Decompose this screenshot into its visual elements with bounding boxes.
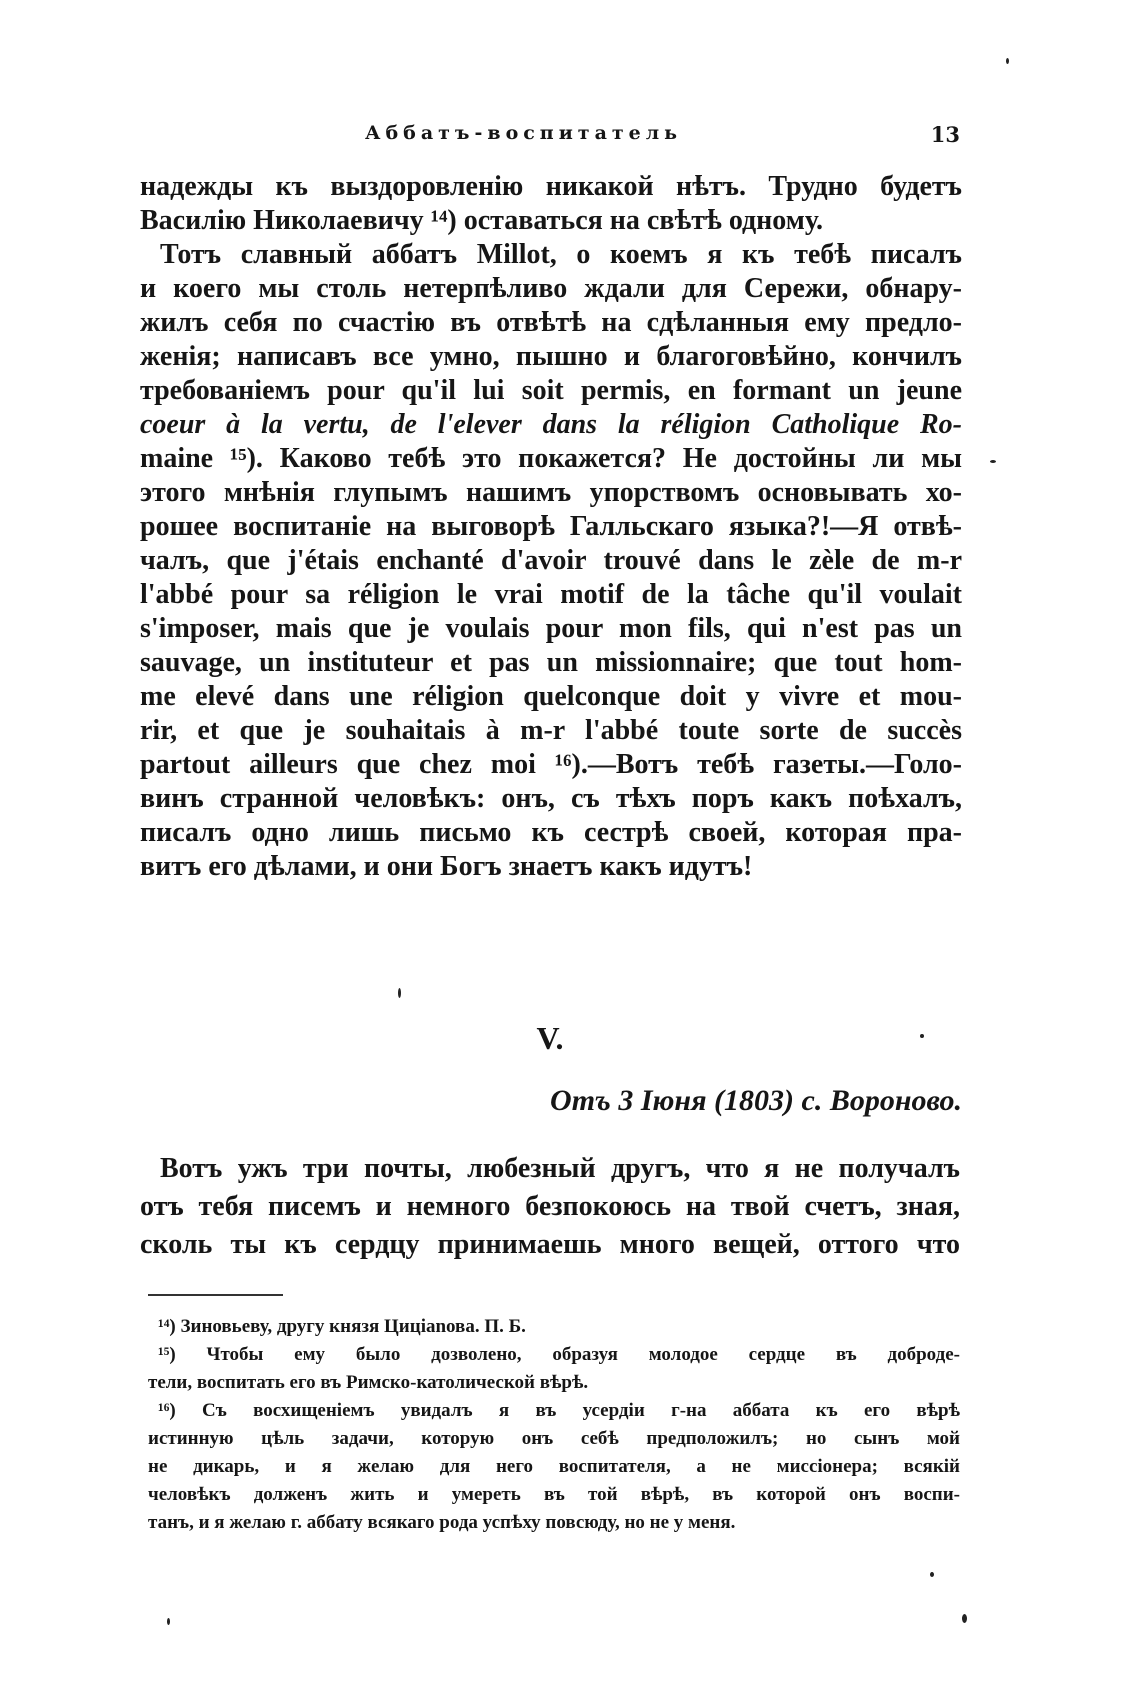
scan-speck [990, 460, 996, 463]
text-line: отъ тебя писемъ и немного безпокоюсь на твой счетъ, зная, [140, 1191, 960, 1222]
text-line: винъ странной человѣкъ: онъ, съ тѣхъ поръ какъ поѣхалъ, [140, 783, 962, 814]
text-line: s'imposer, mais que je voulais pour mon fils, qui n'est pas un [140, 613, 962, 644]
text-line: рошее воспитаніе на выговорѣ Галльскаго языка?!—Я отвѣ- [140, 511, 962, 542]
footnote-line: ¹⁵) Чтобы ему было дозволено, образуя молодое сердце въ доброде- [158, 1344, 960, 1365]
text-line: чалъ, que j'étais enchanté d'avoir trouvé dans le zèle de m-r [140, 545, 962, 576]
footnote-line: тели, воспитать его въ Римско-католической вѣрѣ. [148, 1372, 589, 1393]
text-line: сколь ты къ сердцу принимаешь много вещей, оттого что [140, 1229, 960, 1260]
text-line: maine ¹⁵). Каково тебѣ это покажется? Не достойны ли мы [140, 443, 962, 474]
scan-speck [1006, 58, 1009, 64]
text-line: sauvage, un instituteur et pas un missionnaire; que tout hom- [140, 647, 962, 678]
scan-speck [930, 1572, 934, 1577]
text-line: надежды къ выздоровленію никакой нѣтъ. Трудно будетъ [140, 171, 962, 202]
running-header [140, 122, 960, 152]
text-line: жилъ себя по счастію въ отвѣтѣ на сдѣланныя ему предло- [140, 307, 962, 338]
text-line: me elevé dans une réligion quelconque doit y vivre et mou- [140, 681, 962, 712]
footnote-line: истинную цѣль задачи, которую онъ себѣ предположилъ; но сынъ мой [148, 1428, 960, 1449]
footnote-line: танъ, и я желаю г. аббату всякаго рода успѣху повсюду, но не у меня. [148, 1512, 736, 1533]
scan-speck [398, 988, 401, 998]
text-line: и коего мы столь нетерпѣливо ждали для Сережи, обнару- [140, 273, 962, 304]
footnote-line: ¹⁶) Съ восхищеніемъ увидалъ я въ усердіи г-на аббата къ его вѣрѣ [158, 1400, 960, 1421]
scan-speck [920, 1034, 924, 1038]
section-number: V. [536, 1020, 564, 1056]
footnote-line: человѣкъ долженъ жить и умереть въ той вѣрѣ, въ которой онъ воспи- [148, 1484, 960, 1505]
page-number: 13 [930, 122, 960, 147]
text-line: этого мнѣнія глупымъ нашимъ упорствомъ основывать хо- [140, 477, 962, 508]
footnote-line: не дикарь, и я желаю для него воспитателя, а не миссіонера; всякій [148, 1456, 960, 1477]
running-title: Аббатъ-воспитатель [365, 122, 683, 144]
scan-speck [167, 1618, 170, 1625]
text-line: женія; написавъ все умно, пышно и благоговѣйно, кончилъ [140, 341, 962, 372]
footnote-rule [148, 1294, 283, 1296]
scan-speck [962, 1614, 967, 1623]
letter-dateline: Отъ 3 Іюня (1803) с. Вороново. [550, 1084, 962, 1117]
text-line: l'abbé pour sa réligion le vrai motif de la tâche qu'il voulait [140, 579, 962, 610]
text-line: требованіемъ pour qu'il lui soit permis, en formant un jeune [140, 375, 962, 406]
text-line: витъ его дѣлами, и они Богъ знаетъ какъ идутъ! [140, 851, 753, 882]
text-line: писалъ одно лишь письмо къ сестрѣ своей, которая пра- [140, 817, 962, 848]
text-line: Вотъ ужъ три почты, любезный другъ, что я не получалъ [160, 1153, 960, 1184]
text-line: partout ailleurs que chez moi ¹⁶).—Вотъ тебѣ газеты.—Голо- [140, 749, 962, 780]
footnote-line: ¹⁴) Зиновьеву, другу князя Цицianова. П. Б. [158, 1316, 526, 1337]
text-line: rir, et que je souhaitais à m-r l'abbé toute sorte de succès [140, 715, 962, 746]
text-line: Василію Николаевичу ¹⁴) оставаться на свѣтѣ одному. [140, 205, 824, 236]
text-line: coeur à la vertu, de l'elever dans la réligion Catholique Ro- [140, 409, 962, 440]
text-line: Тотъ славный аббатъ Millot, о коемъ я къ тебѣ писалъ [160, 239, 962, 270]
